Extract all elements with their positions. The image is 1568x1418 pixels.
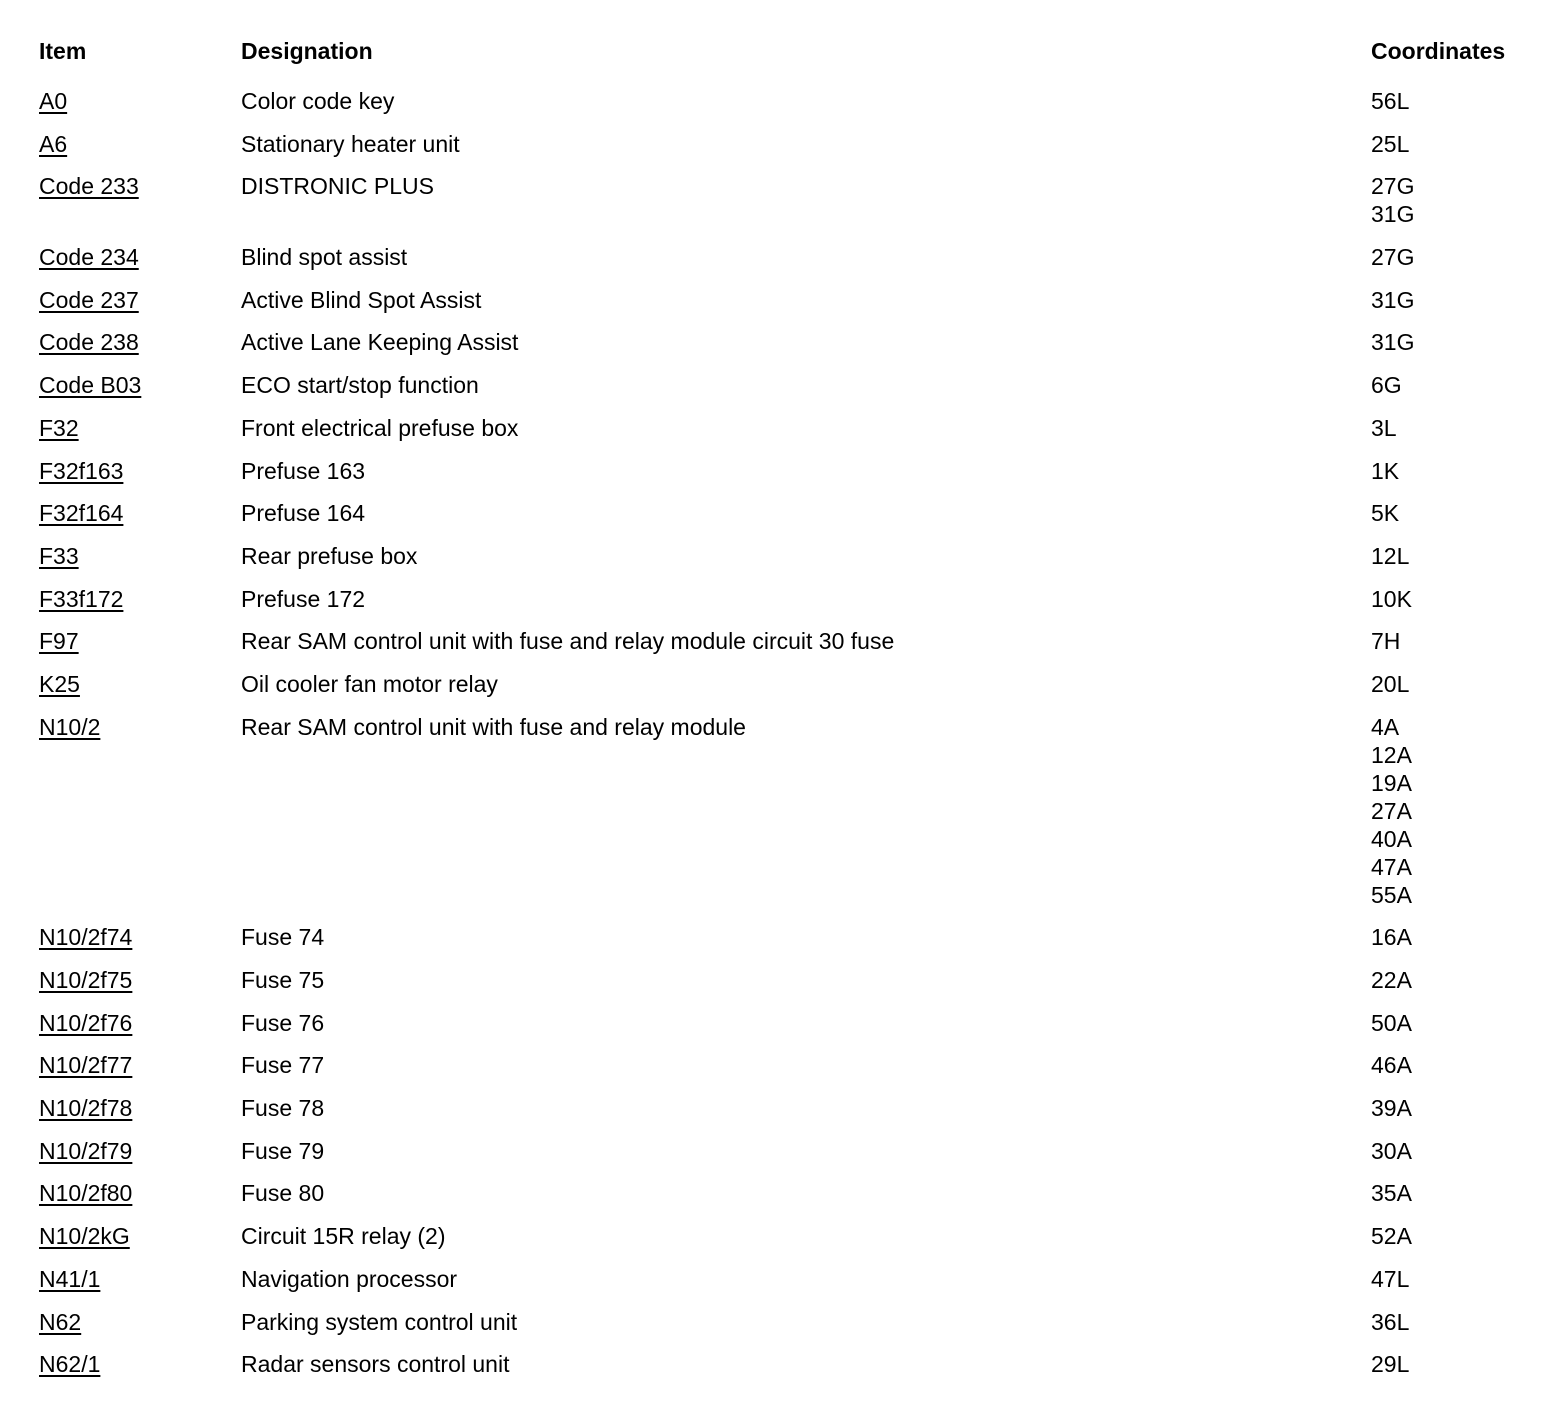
table-row [39,1172,1539,1215]
table-row [39,706,1539,917]
item-link[interactable]: Code 237 [39,286,139,313]
table-row [39,407,1539,450]
coordinates-cell [1371,1215,1539,1258]
coordinate-value: 47A [1371,853,1412,880]
item-cell [39,321,241,364]
designation-cell: Oil cooler fan motor relay [241,670,498,697]
table-row [39,279,1539,322]
item-link[interactable]: F32 [39,414,79,441]
coordinates-cell [1371,80,1539,123]
coordinates-cell [1371,1258,1539,1301]
item-cell [39,959,241,1002]
coordinate-value: 25L [1371,130,1410,157]
table-row [39,578,1539,621]
item-link[interactable]: Code B03 [39,372,142,399]
designation-cell: DISTRONIC PLUS [241,173,434,200]
table-row [39,1258,1539,1301]
item-cell [39,80,241,123]
coordinate-value: 31G [1371,201,1415,228]
designation-cell: Front electrical prefuse box [241,414,519,441]
item-cell [39,916,241,959]
item-cell [39,364,241,407]
designation-cell: Rear prefuse box [241,542,418,569]
coordinates-cell [1371,492,1539,535]
coordinate-value: 50A [1371,1009,1412,1036]
coordinates-cell [1371,236,1539,279]
item-cell [39,279,241,322]
coordinates-cell [1371,620,1539,663]
item-cell [39,407,241,450]
coordinate-value: 39A [1371,1095,1412,1122]
item-cell [39,1301,241,1344]
table-row [39,80,1539,123]
designation-cell: Fuse 79 [241,1137,325,1164]
table-row [39,236,1539,279]
coordinates-cell [1371,578,1539,621]
coordinate-value: 16A [1371,924,1412,951]
item-link[interactable]: Code 238 [39,329,139,356]
item-cell [39,535,241,578]
table-row [39,1301,1539,1344]
item-link[interactable]: Code 233 [39,173,139,200]
component-legend-table [39,30,1539,1386]
table-row [39,916,1539,959]
designation-cell: Fuse 74 [241,924,325,951]
designation-cell: Stationary heater unit [241,130,460,157]
coordinates-cell [1371,364,1539,407]
designation-cell: Fuse 77 [241,1052,325,1079]
item-link[interactable]: F33 [39,542,79,569]
item-cell [39,165,241,236]
column-header-designation: Designation [241,38,373,64]
coordinate-value: 52A [1371,1223,1412,1250]
item-cell [39,620,241,663]
item-cell [39,1087,241,1130]
coordinates-cell [1371,123,1539,166]
table-row [39,165,1539,236]
item-link[interactable]: F97 [39,628,79,655]
coordinates-cell [1371,959,1539,1002]
coordinate-value: 3L [1371,414,1397,441]
item-link[interactable]: N10/2f75 [39,967,133,993]
coordinate-value: 47L [1371,1265,1410,1292]
table-row [39,620,1539,663]
table-row [39,1002,1539,1045]
table-header [39,30,1539,80]
item-link[interactable]: Code 234 [39,244,139,271]
table-row [39,959,1539,1002]
item-cell [39,492,241,535]
item-link[interactable]: F32f163 [39,457,124,484]
table-row [39,1130,1539,1173]
coordinate-value: 4A [1371,713,1400,740]
coordinate-value: 31G [1371,329,1415,356]
coordinates-cell [1371,916,1539,959]
coordinate-value: 56L [1371,88,1410,114]
coordinate-value: 12L [1371,542,1410,569]
table-row [39,1215,1539,1258]
coordinate-value: 19A [1371,769,1412,796]
designation-cell: Fuse 80 [241,1180,325,1207]
coordinate-value: 27G [1371,173,1415,200]
item-link[interactable]: N10/2f74 [39,924,133,951]
item-link[interactable]: N10/2f79 [39,1137,133,1164]
designation-cell: Prefuse 163 [241,457,366,484]
designation-cell: Rear SAM control unit with fuse and relay module circuit 30 fuse [241,628,895,655]
coordinates-cell [1371,1002,1539,1045]
designation-cell: Circuit 15R relay (2) [241,1223,446,1250]
designation-cell: Blind spot assist [241,244,408,271]
table-row [39,535,1539,578]
item-cell [39,123,241,166]
header-row [39,30,1539,80]
designation-cell: Prefuse 172 [241,585,366,612]
table-row [39,364,1539,407]
coordinate-value: 12A [1371,741,1412,768]
designation-cell: Active Lane Keeping Assist [241,329,519,356]
designation-cell: ECO start/stop function [241,372,479,399]
item-cell [39,663,241,706]
coordinate-value: 27A [1371,797,1412,824]
designation-cell: Active Blind Spot Assist [241,286,482,313]
table-row [39,1087,1539,1130]
item-cell [39,1343,241,1386]
coordinate-value: 40A [1371,825,1412,852]
designation-cell: Fuse 78 [241,1095,325,1122]
item-cell [39,1215,241,1258]
coordinates-cell [1371,1044,1539,1087]
table-row [39,450,1539,493]
designation-cell: Fuse 76 [241,1009,325,1036]
item-link[interactable]: N10/2f77 [39,1052,133,1079]
column-header-item: Item [39,38,87,64]
item-link[interactable]: N10/2f80 [39,1180,133,1207]
coordinates-cell [1371,165,1539,236]
designation-cell: Rear SAM control unit with fuse and relay module [241,713,746,740]
table-row [39,1343,1539,1386]
coordinate-value: 10K [1371,585,1412,612]
table-row [39,321,1539,364]
item-link[interactable]: N62/1 [39,1351,101,1378]
item-link[interactable]: F32f164 [39,500,124,527]
item-cell [39,1130,241,1173]
coordinate-value: 27G [1371,244,1415,271]
coordinates-cell [1371,279,1539,322]
coordinates-cell [1371,1343,1539,1386]
item-cell [39,578,241,621]
coordinate-value: 22A [1371,967,1412,993]
item-cell [39,1258,241,1301]
coordinates-cell [1371,1087,1539,1130]
item-cell [39,450,241,493]
coordinate-value: 5K [1371,500,1400,527]
coordinate-value: 30A [1371,1137,1412,1164]
item-link[interactable]: K25 [39,670,80,697]
designation-cell: Color code key [241,88,395,114]
coordinates-cell [1371,706,1539,917]
coordinate-value: 6G [1371,372,1402,399]
coordinate-value: 36L [1371,1308,1410,1335]
coordinate-value: 7H [1371,628,1401,655]
coordinates-cell [1371,407,1539,450]
item-cell [39,1002,241,1045]
designation-cell: Prefuse 164 [241,500,366,527]
item-cell [39,236,241,279]
coordinates-cell [1371,535,1539,578]
item-link[interactable]: A0 [39,88,68,114]
coordinates-cell [1371,450,1539,493]
table-body [39,80,1539,1386]
coordinate-value: 55A [1371,881,1412,908]
coordinate-value: 31G [1371,286,1415,313]
coordinates-cell [1371,321,1539,364]
item-link[interactable]: N62 [39,1308,82,1335]
coordinate-value: 20L [1371,670,1410,697]
item-link[interactable]: N10/2f76 [39,1009,133,1036]
designation-cell: Radar sensors control unit [241,1351,510,1378]
table-row [39,492,1539,535]
coordinates-cell [1371,1301,1539,1344]
coordinates-cell [1371,663,1539,706]
item-link[interactable]: N41/1 [39,1265,101,1292]
coordinates-cell [1371,1130,1539,1173]
coordinate-value: 46A [1371,1052,1412,1079]
item-link[interactable]: F33f172 [39,585,124,612]
table-row [39,1044,1539,1087]
designation-cell: Parking system control unit [241,1308,518,1335]
item-link[interactable]: N10/2 [39,713,101,740]
designation-cell: Fuse 75 [241,967,325,993]
coordinate-value: 35A [1371,1180,1412,1207]
table-row [39,663,1539,706]
designation-cell: Navigation processor [241,1265,458,1292]
coordinate-value: 29L [1371,1351,1410,1378]
item-link[interactable]: N10/2f78 [39,1095,133,1122]
item-link[interactable]: N10/2kG [39,1223,130,1250]
column-header-coordinates: Coordinates [1371,38,1506,64]
item-cell [39,706,241,917]
item-cell [39,1044,241,1087]
coordinate-value: 1K [1371,457,1400,484]
item-cell [39,1172,241,1215]
table-row [39,123,1539,166]
coordinates-cell [1371,1172,1539,1215]
item-link[interactable]: A6 [39,130,68,157]
